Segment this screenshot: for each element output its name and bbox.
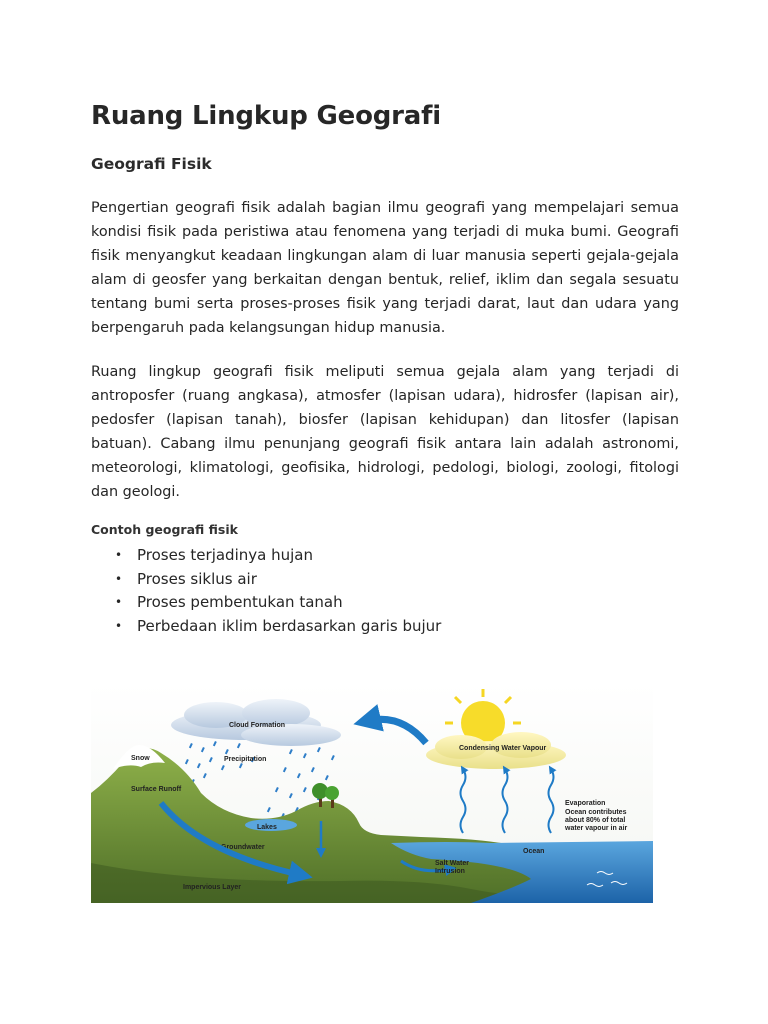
- list-item: • Proses siklus air: [91, 568, 679, 592]
- water-cycle-svg: [91, 683, 653, 903]
- label-cloud-formation: Cloud Formation: [229, 722, 285, 729]
- bullet-icon: •: [115, 595, 123, 609]
- water-cycle-diagram: [91, 683, 653, 903]
- bullet-icon: •: [115, 618, 123, 633]
- label-evaporation: Evaporation: [565, 800, 606, 807]
- bullet-icon: •: [115, 548, 123, 562]
- label-groundwater: Groundwater: [221, 844, 265, 851]
- label-impervious-layer: Impervious Layer: [183, 884, 241, 891]
- paragraph-scope: Ruang lingkup geografi fisik meliputi semua gejala alam yang terjadi di antroposfer (ruang angkasa), atmosfer (lapisan udara), hidrosfer (lapisan air), pedosfer (lapisan tanah), biosfer (lapisan kehidupan) dan litosfer (lapisan batuan). Cabang ilmu penunjang geografi fisik antara lain adalah astronomi, meteorologi, klimatologi, geofisika, hidrologi, pedologi, biologi, zoologi, fitologi dan geologi.: [91, 364, 679, 500]
- label-evaporation-note-1: Ocean contributes: [565, 809, 627, 816]
- label-lakes: Lakes: [257, 824, 277, 831]
- label-salt-water-2: Intrusion: [435, 868, 465, 875]
- label-evaporation-note-3: water vapour in air: [565, 825, 628, 832]
- list-item: • Proses terjadinya hujan: [91, 544, 679, 568]
- section-heading: Geografi Fisik: [91, 155, 212, 173]
- paragraph-definition: Pengertian geografi fisik adalah bagian ilmu geografi yang mempelajari semua kondisi fisik pada peristiwa atau fenomena yang terjadi di muka bumi. Geografi fisik menyangkut keadaan lingkungan alam di luar manusia seperti gejala-gejala alam di geosfer yang berkaitan dengan bentuk, relief, iklim dan segala sesuatu tentang bumi serta proses-proses fisik yang terjadi darat, laut dan udara yang berpengaruh pada kelangsungan hidup manusia.: [91, 200, 679, 336]
- bullet-icon: •: [115, 571, 123, 586]
- page-title: Ruang Lingkup Geografi: [91, 101, 441, 131]
- label-salt-water-1: Salt Water: [435, 860, 469, 867]
- label-snow: Snow: [131, 755, 150, 762]
- label-precipitation: Precipitation: [224, 756, 267, 763]
- label-surface-runoff: Surface Runoff: [131, 786, 182, 793]
- list-item: • Perbedaan iklim berdasarkan garis bujur: [91, 615, 679, 639]
- document-page: [91, 98, 679, 638]
- list-item: • Proses pembentukan tanah: [91, 591, 679, 615]
- label-evaporation-note-2: about 80% of total: [565, 817, 626, 824]
- label-ocean: Ocean: [523, 848, 545, 855]
- label-condensing: Condensing Water Vapour: [459, 745, 547, 752]
- examples-heading: Contoh geografi fisik: [91, 522, 238, 537]
- examples-list: [91, 544, 679, 638]
